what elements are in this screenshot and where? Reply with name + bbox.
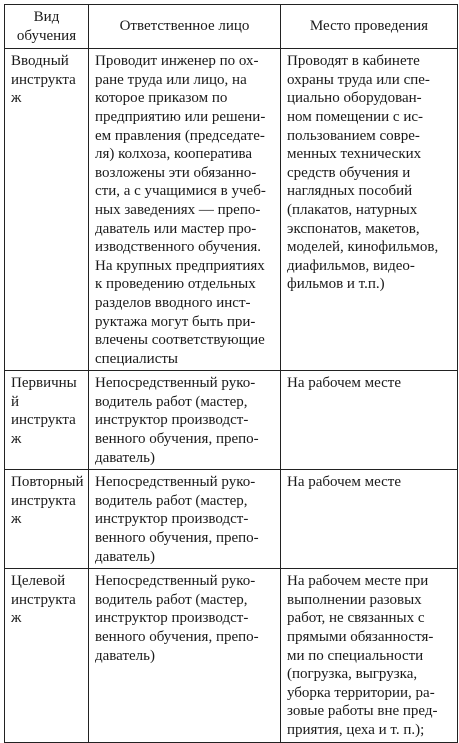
instruction-table	[4, 4, 458, 743]
cell-training-type: Целевой инструктаж	[5, 569, 89, 742]
header-location: Место проведения	[281, 5, 458, 49]
header-responsible-person: Ответственное лицо	[89, 5, 281, 49]
cell-responsible-person: Непосредственный руко- водитель работ (мастер, инструктор производст- венного обучения, препо- даватель)	[89, 371, 281, 470]
cell-training-type: Повторный инструктаж	[5, 470, 89, 569]
cell-training-type: Первичный инструктаж	[5, 371, 89, 470]
cell-responsible-person: Проводит инженер по ох- ране труда или лицо, на которое приказом по предприятию или решени- ем правления (председате- ля) колхоза, кооператива возложены эти обязанно- сти, а с учащимися в учеб- ных заведениях — препо- даватель или мастер про- изводственного обучения. На крупных предприятиях к проведению отдельных разделов вводного инст- руктажа могут быть при- влечены соответствующие специалисты	[89, 49, 281, 371]
table-header-row	[5, 5, 458, 49]
header-training-type: Вид обучения	[5, 5, 89, 49]
cell-responsible-person: Непосредственный руко- водитель работ (мастер, инструктор производст- венного обучения, препо- даватель)	[89, 470, 281, 569]
table-row	[5, 49, 458, 371]
cell-location: На рабочем месте при выполнении разовых работ, не связанных с прямыми обязанностя- ми по специальности (погрузка, выгрузка, уборка территории, ра- зовые работы вне пред- приятия, цеха и т. п.);	[281, 569, 458, 742]
cell-location: Проводят в кабинете охраны труда или спе- циально оборудован- ном помещении с ис- пользованием совре- менных технических средств обучения и наглядных пособий (плакатов, натурных экспонатов, макетов, моделей, кинофильмов, диафильмов, видео- фильмов и т.п.)	[281, 49, 458, 371]
table-row	[5, 371, 458, 470]
table-row	[5, 470, 458, 569]
cell-location: На рабочем месте	[281, 470, 458, 569]
table-row	[5, 569, 458, 742]
cell-location: На рабочем месте	[281, 371, 458, 470]
cell-responsible-person: Непосредственный руко- водитель работ (мастер, инструктор производст- венного обучения, препо- даватель)	[89, 569, 281, 742]
cell-training-type: Вводный инструктаж	[5, 49, 89, 371]
